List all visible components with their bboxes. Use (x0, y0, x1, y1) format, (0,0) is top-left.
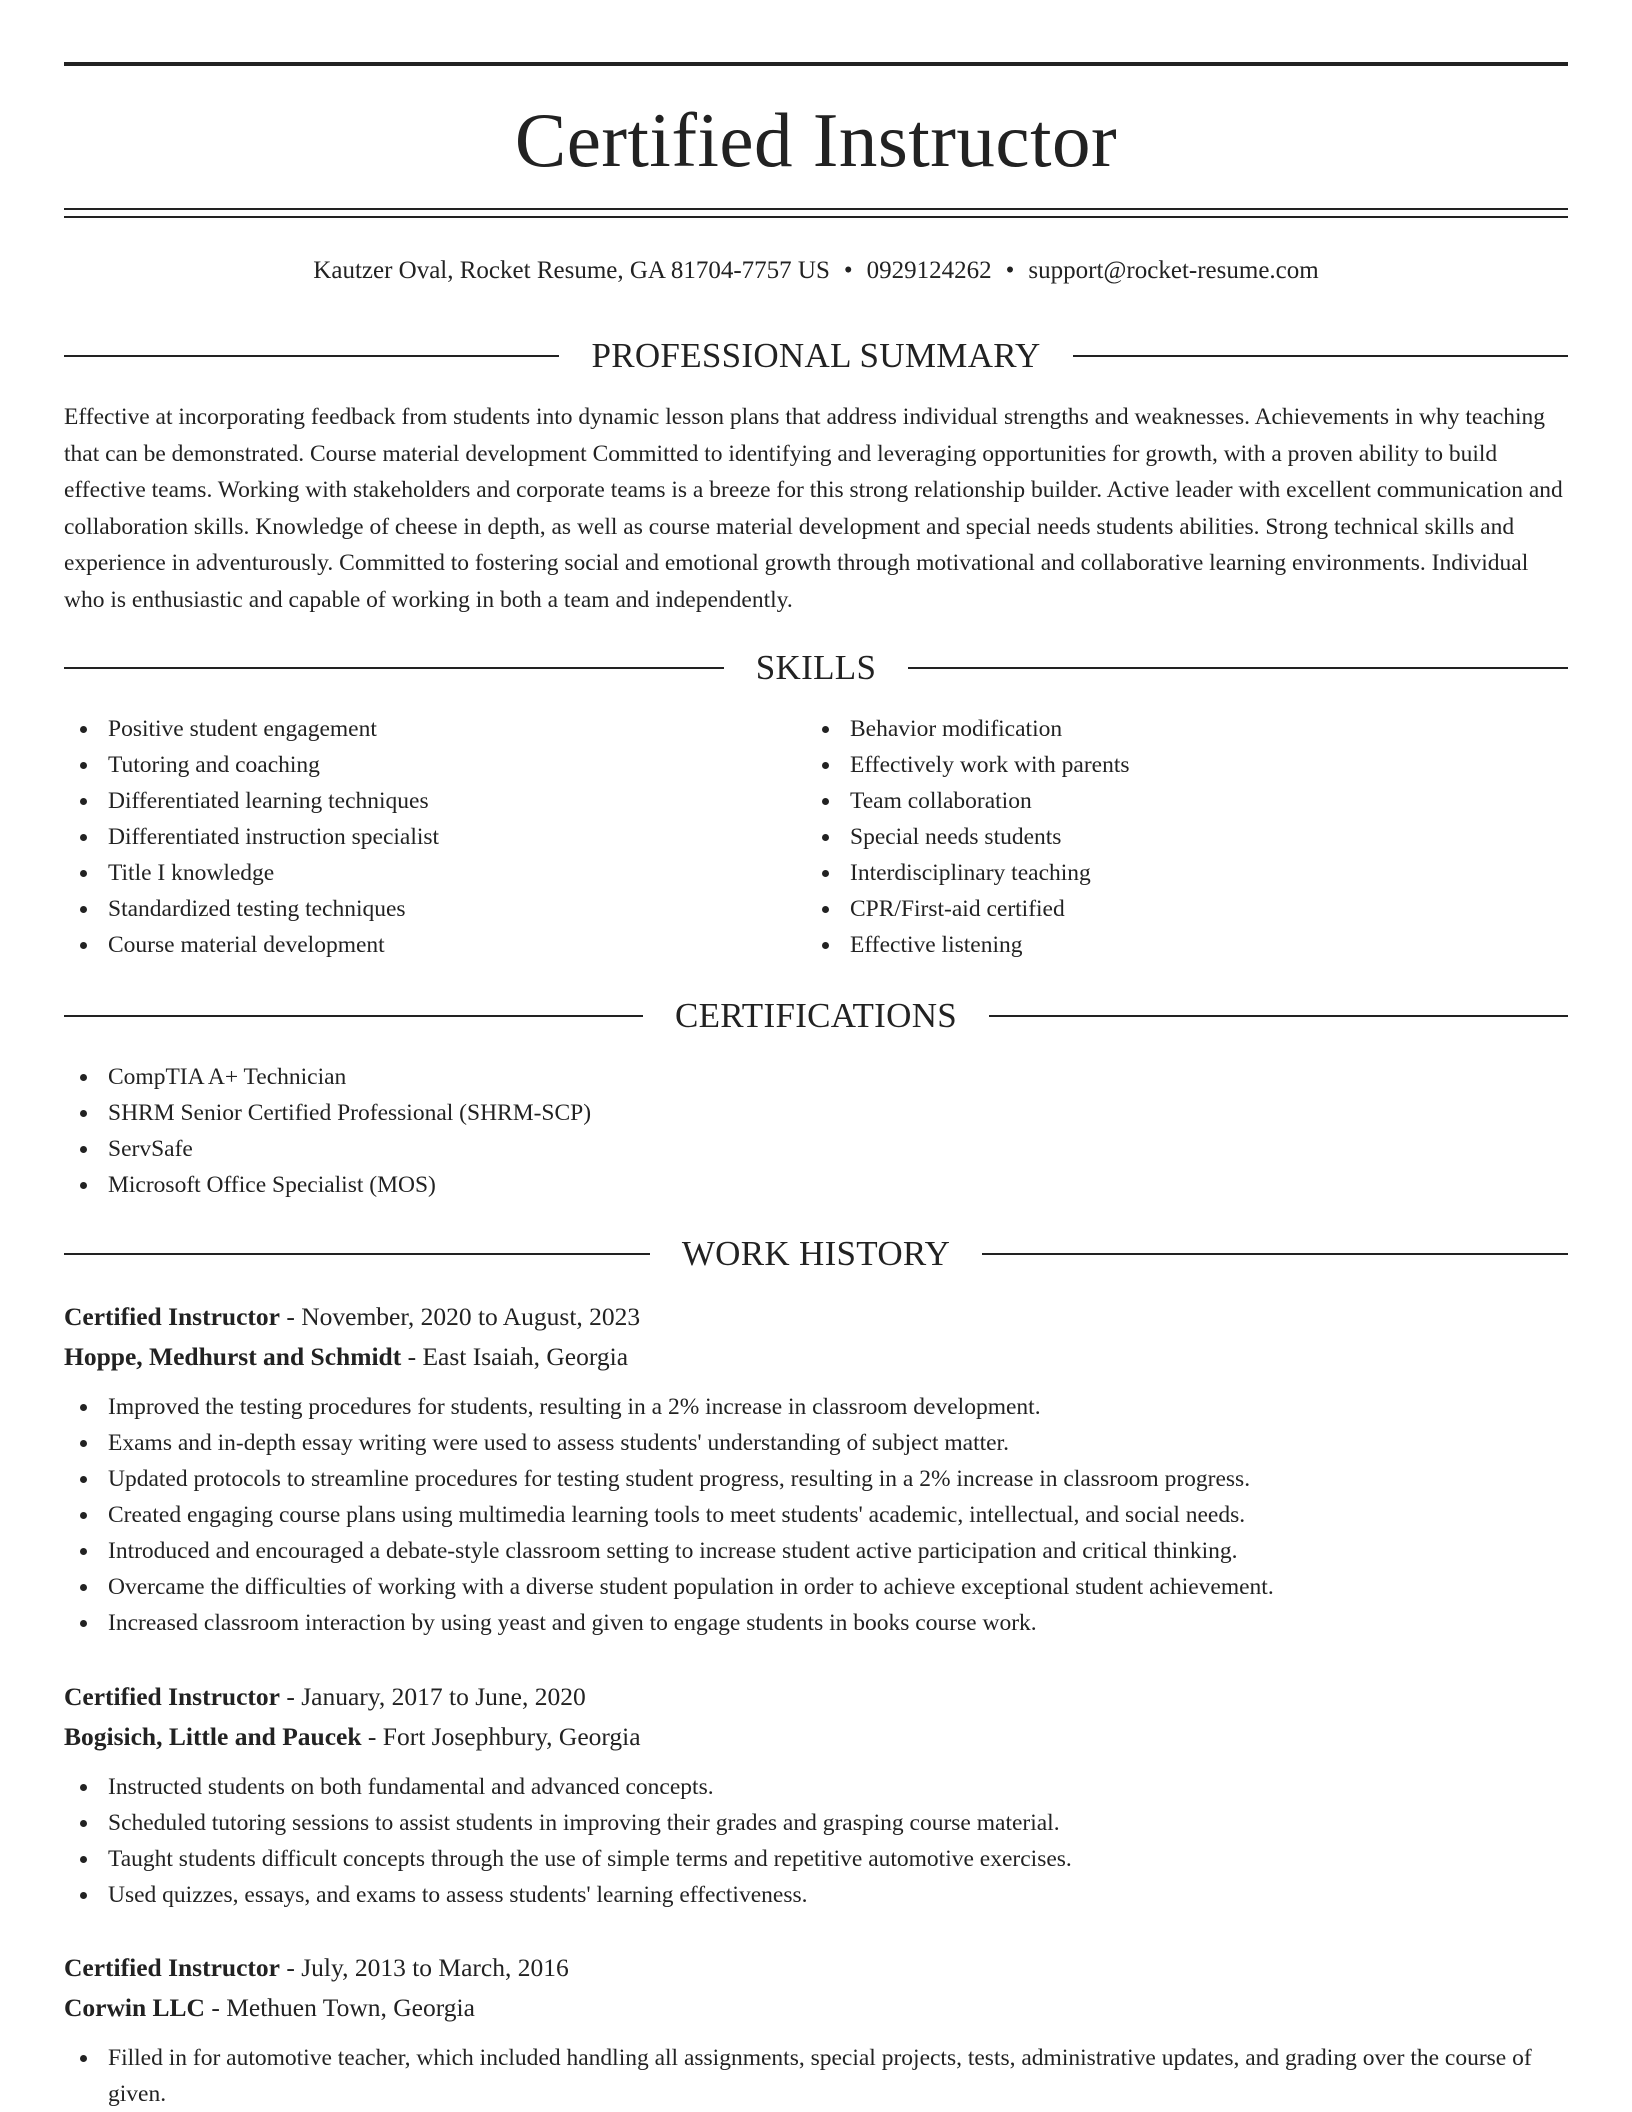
certification-item: SHRM Senior Certified Professional (SHRM-SCP) (64, 1095, 1568, 1131)
skills-list-left (64, 711, 804, 963)
skill-item: CPR/First-aid certified (806, 891, 1546, 927)
job-entry (64, 1948, 1568, 2112)
skill-item: Effectively work with parents (806, 747, 1546, 783)
job-entry (64, 1677, 1568, 1913)
job-title: Certified Instructor (64, 1953, 280, 1982)
certification-item: Microsoft Office Specialist (MOS) (64, 1167, 1568, 1203)
candidate-name: Certified Instructor (514, 97, 1118, 183)
job-bullet: Created engaging course plans using multimedia learning tools to meet students' academic, intellectual, and social needs. (64, 1497, 1568, 1533)
job-bullet: Overcame the difficulties of working with a diverse student population in order to achieve exceptional student achievement. (64, 1569, 1568, 1605)
job-bullet: Filled in for automotive teacher, which included handling all assignments, special projects, tests, administrative updates, and grading over the course of given. (64, 2040, 1568, 2112)
contact-line (64, 254, 1568, 288)
job-company-line (64, 1988, 1568, 2028)
job-dates: - July, 2013 to March, 2016 (279, 1953, 569, 1982)
job-company-line (64, 1717, 1568, 1757)
heading-rule (908, 667, 1568, 669)
skill-item: Team collaboration (806, 783, 1546, 819)
job-bullets (64, 1389, 1568, 1641)
skills-column-right (806, 711, 1546, 963)
work-history-heading (64, 1234, 1568, 1274)
contact-separator: • (1005, 257, 1015, 284)
heading-rule (64, 667, 724, 669)
heading-rule (982, 1253, 1568, 1255)
job-title: Certified Instructor (64, 1682, 280, 1711)
skill-item: Title I knowledge (64, 855, 804, 891)
skill-item: Course material development (64, 927, 804, 963)
summary-text: Effective at incorporating feedback from students into dynamic lesson plans that address individual strengths and weaknesses. Achievements in why teaching that can be demonstrated. Course material development Committed to identifying and leveraging opportunities for growth, with a proven ability to build effective teams. Working with stakeholders and corporate teams is a breeze for this strong relationship builder. Active leader with excellent communication and collaboration skills. Knowledge of cheese in depth, as well as course material development and special needs students abilities. Strong technical skills and experience in adventurously. Committed to fostering social and emotional growth through motivational and collaborative learning environments. Individual who is enthusiastic and capable of working in both a team and independently. (64, 404, 1563, 613)
job-bullet: Improved the testing procedures for students, resulting in a 2% increase in classroom development. (64, 1389, 1568, 1425)
heading-rule (64, 355, 559, 357)
job-bullet: Increased classroom interaction by using yeast and given to engage students in books course work. (64, 1605, 1568, 1641)
skills-heading-text: SKILLS (755, 648, 877, 687)
skill-item: Interdisciplinary teaching (806, 855, 1546, 891)
heading-rule (64, 1015, 643, 1017)
heading-rule (989, 1015, 1568, 1017)
job-title: Certified Instructor (64, 1302, 280, 1331)
summary-heading (64, 336, 1568, 376)
skill-item: Special needs students (806, 819, 1546, 855)
contact-email: support@rocket-resume.com (1028, 257, 1319, 284)
job-location: - Fort Josephbury, Georgia (361, 1722, 641, 1751)
job-title-line (64, 1677, 1568, 1717)
contact-address: Kautzer Oval, Rocket Resume, GA 81704-7757 US (313, 257, 830, 284)
header-bottom-rule-1 (64, 208, 1568, 210)
certification-item: ServSafe (64, 1131, 1568, 1167)
job-bullet: Introduced and encouraged a debate-style classroom setting to increase student active participation and critical thinking. (64, 1533, 1568, 1569)
skill-item: Tutoring and coaching (64, 747, 804, 783)
job-bullet: Scheduled tutoring sessions to assist students in improving their grades and grasping course material. (64, 1805, 1568, 1841)
certifications-list-wrap (64, 1059, 1568, 1203)
job-company: Bogisich, Little and Paucek (64, 1722, 362, 1751)
certification-item: CompTIA A+ Technician (64, 1059, 1568, 1095)
header-bottom-rule-2 (64, 216, 1568, 218)
skill-item: Standardized testing techniques (64, 891, 804, 927)
skill-item: Effective listening (806, 927, 1546, 963)
job-dates: - November, 2020 to August, 2023 (279, 1302, 641, 1331)
job-bullet: Used quizzes, essays, and exams to assess students' learning effectiveness. (64, 1877, 1568, 1913)
skill-item: Differentiated instruction specialist (64, 819, 804, 855)
job-bullet: Exams and in-depth essay writing were used to assess students' understanding of subject matter. (64, 1425, 1568, 1461)
skill-item: Differentiated learning techniques (64, 783, 804, 819)
job-bullets (64, 2040, 1568, 2112)
job-company: Hoppe, Medhurst and Schmidt (64, 1342, 402, 1371)
summary-heading-text: PROFESSIONAL SUMMARY (591, 336, 1041, 375)
header-top-rule (64, 62, 1568, 66)
job-location: - Methuen Town, Georgia (204, 1993, 475, 2022)
skills-list-right (806, 711, 1546, 963)
contact-phone: 0929124262 (866, 257, 992, 284)
job-entry (64, 1297, 1568, 1641)
heading-rule (64, 1253, 650, 1255)
certifications-list (64, 1059, 1568, 1203)
job-bullets (64, 1769, 1568, 1913)
skills-heading (64, 648, 1568, 688)
job-dates: - January, 2017 to June, 2020 (279, 1682, 586, 1711)
job-bullet: Instructed students on both fundamental and advanced concepts. (64, 1769, 1568, 1805)
job-title-line (64, 1948, 1568, 1988)
contact-separator: • (843, 257, 853, 284)
skill-item: Positive student engagement (64, 711, 804, 747)
skill-item: Behavior modification (806, 711, 1546, 747)
job-bullet: Taught students difficult concepts through the use of simple terms and repetitive automotive exercises. (64, 1841, 1568, 1877)
skills-column-left (64, 711, 804, 963)
work-history-heading-text: WORK HISTORY (681, 1234, 951, 1273)
job-company-line (64, 1337, 1568, 1377)
job-bullet: Updated protocols to streamline procedures for testing student progress, resulting in a 2% increase in classroom progress. (64, 1461, 1568, 1497)
heading-rule (1073, 355, 1568, 357)
job-company: Corwin LLC (64, 1993, 205, 2022)
certifications-heading-text: CERTIFICATIONS (674, 996, 958, 1035)
job-title-line (64, 1297, 1568, 1337)
job-location: - East Isaiah, Georgia (401, 1342, 629, 1371)
certifications-heading (64, 996, 1568, 1036)
